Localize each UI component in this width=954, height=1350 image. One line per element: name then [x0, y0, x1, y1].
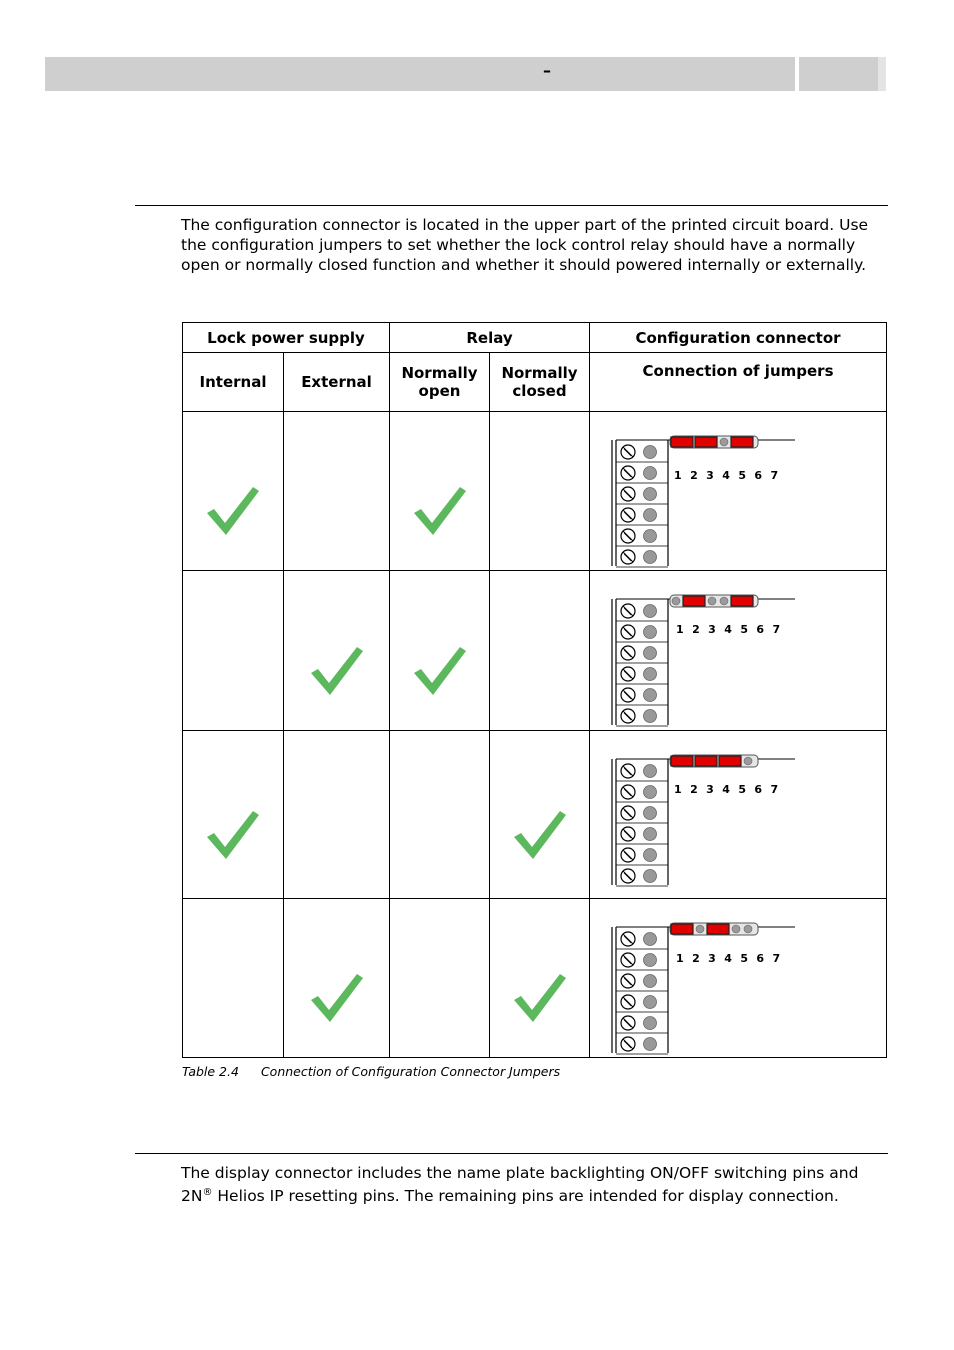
cell-connector-diagram	[590, 571, 887, 731]
table-row	[183, 899, 887, 1058]
cell-internal	[183, 899, 284, 1058]
jumper-strip	[670, 595, 758, 607]
cell-normally-open	[390, 731, 490, 899]
cell-normally-closed	[490, 571, 590, 731]
pin-numbers: 1 2 3 4 5 6 7	[676, 623, 783, 636]
pin-numbers: 1 2 3 4 5 6 7	[676, 952, 783, 965]
section-rule	[135, 205, 888, 206]
table-caption	[182, 1064, 560, 1079]
display-paragraph	[181, 1163, 891, 1206]
registered-mark: ®	[202, 1187, 213, 1198]
connector-diagram	[590, 571, 887, 731]
header-bar	[45, 57, 795, 91]
cell-internal	[183, 731, 284, 899]
cell-external	[284, 899, 390, 1058]
checkmark-icon	[205, 483, 261, 539]
jumper-strip	[670, 436, 758, 448]
cell-internal	[183, 571, 284, 731]
caption-label: Table 2.4	[182, 1064, 239, 1079]
cell-external	[284, 571, 390, 731]
cell-external	[284, 731, 390, 899]
connector-diagram	[590, 731, 887, 899]
header-configuration-connector: Configuration connector	[590, 323, 887, 353]
connector-diagram	[590, 899, 887, 1058]
terminal-block	[612, 599, 795, 726]
header-normally-open: Normally open	[390, 353, 490, 412]
header-tab	[799, 57, 886, 91]
cell-external	[284, 412, 390, 571]
intro-paragraph: The configuration connector is located in the upper part of the printed circuit board. Use the configuration jumpers to set whether the lock control relay should have a normally open or normally closed function and whether it should powered internally or externally.	[181, 216, 869, 274]
section-rule	[135, 1153, 888, 1154]
header-connection-of-jumpers: Connection of jumpers	[590, 353, 887, 412]
pin-numbers: 1 2 3 4 5 6 7	[674, 469, 781, 482]
cell-connector-diagram	[590, 412, 887, 571]
cell-normally-closed	[490, 412, 590, 571]
header-normally-closed: Normally closed	[490, 353, 590, 412]
table-row	[183, 731, 887, 899]
cell-normally-open	[390, 899, 490, 1058]
cell-internal	[183, 412, 284, 571]
checkmark-icon	[205, 807, 261, 863]
terminal-block	[612, 927, 795, 1054]
cell-normally-closed	[490, 731, 590, 899]
jumper-strip	[670, 755, 758, 767]
checkmark-icon	[309, 970, 365, 1026]
checkmark-icon	[512, 970, 568, 1026]
terminal-block	[612, 759, 795, 886]
checkmark-icon	[309, 643, 365, 699]
table-sub-header-row	[183, 353, 887, 412]
jumper-strip	[670, 923, 758, 935]
cell-normally-closed	[490, 899, 590, 1058]
table-group-header-row	[183, 323, 887, 353]
pin-numbers: 1 2 3 4 5 6 7	[674, 783, 781, 796]
header-relay: Relay	[390, 323, 590, 353]
connector-diagram	[590, 412, 887, 571]
header-separator: –	[543, 61, 551, 80]
caption-text: Connection of Configuration Connector Jumpers	[260, 1064, 561, 1079]
header-lock-power-supply: Lock power supply	[183, 323, 390, 353]
table-row	[183, 571, 887, 731]
cell-connector-diagram	[590, 899, 887, 1058]
cell-normally-open	[390, 571, 490, 731]
terminal-block	[612, 440, 795, 567]
cell-normally-open	[390, 412, 490, 571]
display-text-part1: The display connector includes the name plate backlighting ON/OFF switching pins and 2N	[181, 1164, 859, 1206]
cell-connector-diagram	[590, 731, 887, 899]
header-external: External	[284, 353, 390, 412]
checkmark-icon	[412, 643, 468, 699]
jumper-config-table	[182, 322, 887, 1058]
display-text-part2: Helios IP resetting pins. The remaining pins are intended for display connection.	[212, 1187, 839, 1206]
checkmark-icon	[512, 807, 568, 863]
checkmark-icon	[412, 483, 468, 539]
header-internal: Internal	[183, 353, 284, 412]
table-row	[183, 412, 887, 571]
